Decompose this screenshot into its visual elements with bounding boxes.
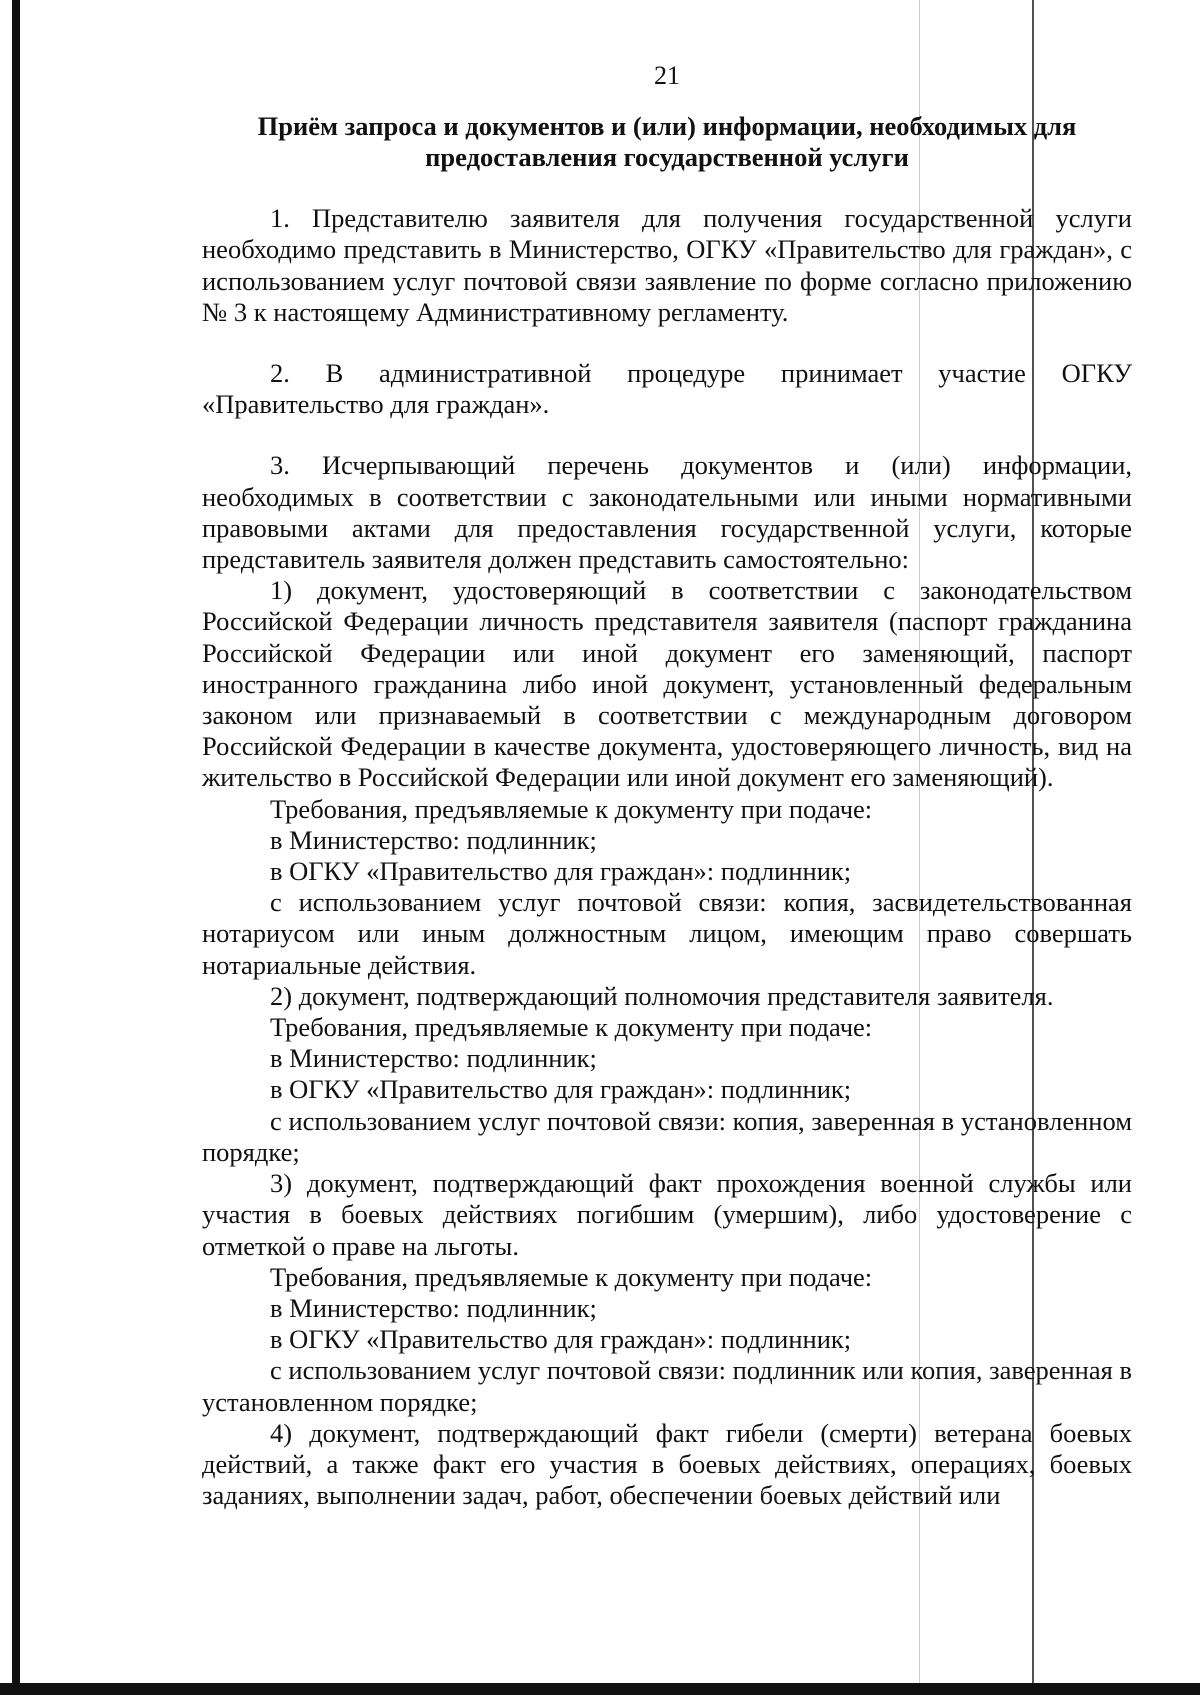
paragraph: 2. В административной процедуре принимает участие ОГКУ «Правительство для граждан». xyxy=(202,358,1132,420)
paragraph: Требования, предъявляемые к документу при подаче: xyxy=(270,1012,873,1043)
page-number: 21 xyxy=(654,61,680,90)
paragraph: с использованием услуг почтовой связи: подлинник или копия, заверенная в установленном порядке; xyxy=(202,1355,1132,1417)
paragraph: в ОГКУ «Правительство для граждан»: подлинник; xyxy=(270,1324,852,1355)
paragraph: с использованием услуг почтовой связи: копия, засвидетельствованная нотариусом или иным должностным лицом, имеющим право совершать нотариальные действия. xyxy=(202,887,1132,980)
paragraph: с использованием услуг почтовой связи: копия, заверенная в установленном порядке; xyxy=(202,1105,1132,1167)
paragraph: 1. Представителю заявителя для получения государственной услуги необходимо представить в Министерство, ОГКУ «Правительство для граждан», с использованием услуг почтовой связи заявление по форме согласно приложению № 3 к настоящему Административному регламенту. xyxy=(202,203,1132,327)
section-title-line: предоставления государственной услуги xyxy=(425,142,909,173)
list-item: 4) документ, подтверждающий факт гибели (смерти) ветерана боевых действий, а также факт его участия в боевых действиях, операциях, боевых заданиях, выполнении задач, работ, обеспечении боевых действий или xyxy=(202,1417,1132,1511)
list-item: 2) документ, подтверждающий полномочия представителя заявителя. xyxy=(270,980,1054,1011)
paragraph: в Министерство: подлинник; xyxy=(270,1292,597,1323)
list-item: 3) документ, подтверждающий факт прохождения военной службы или участия в боевых действиях погибшим (умершим), либо удостоверение с отметкой о праве на льготы. xyxy=(202,1168,1132,1261)
scan-edge-bottom xyxy=(0,1683,1200,1695)
section-title xyxy=(202,111,1132,173)
paragraph: в Министерство: подлинник; xyxy=(270,824,597,855)
paragraph: в ОГКУ «Правительство для граждан»: подлинник; xyxy=(270,1074,852,1105)
paragraph: Требования, предъявляемые к документу при подаче: xyxy=(270,1261,873,1292)
paragraph: 3. Исчерпывающий перечень документов и (или) информации, необходимых в соответствии с законодательными или иными нормативными правовыми актами для предоставления государственной услуги, которые представитель заявителя должен представить самостоятельно: xyxy=(202,450,1132,575)
list-item: 1) документ, удостоверяющий в соответствии с законодательством Российской Федерации личность представителя заявителя (паспорт гражданина Российской Федерации или иной документ его заменяющий, паспорт иностранного гражданина либо иной документ, установленный федеральным законом или признаваемый в соответствии с международным договором Российской Федерации в качестве документа, удостоверяющего личность, вид на жительство в Российской Федерации или иной документ его заменяющий). xyxy=(202,575,1132,793)
paragraph: Требования, предъявляемые к документу при подаче: xyxy=(270,793,873,824)
paragraph: в Министерство: подлинник; xyxy=(270,1043,597,1074)
scan-edge-left xyxy=(12,0,20,1695)
paragraph: в ОГКУ «Правительство для граждан»: подлинник; xyxy=(270,856,852,887)
section-title-line: Приём запроса и документов и (или) информации, необходимых для xyxy=(257,111,1077,142)
document-body xyxy=(202,60,1132,1511)
